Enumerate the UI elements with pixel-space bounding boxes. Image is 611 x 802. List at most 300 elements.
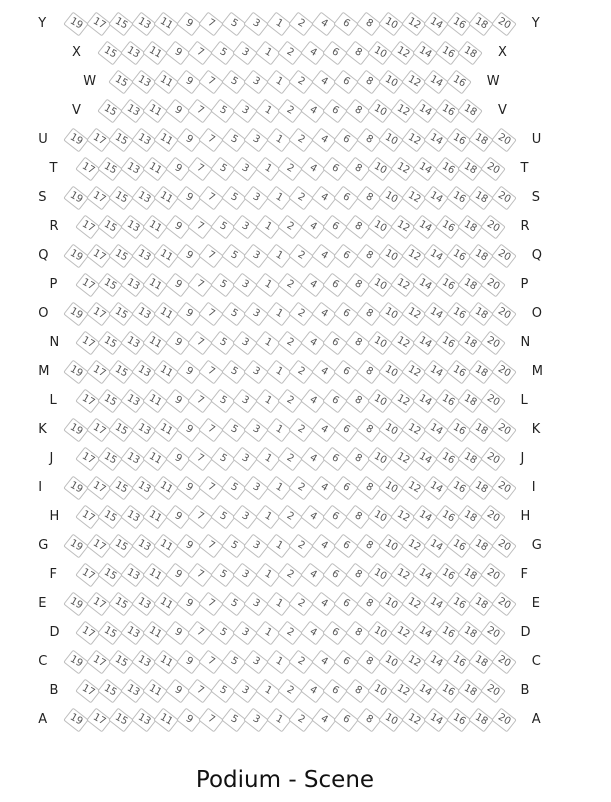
seat-B-12[interactable]	[390, 679, 416, 704]
seat-T-4[interactable]	[300, 157, 326, 182]
seat-L-13[interactable]	[120, 389, 146, 414]
seat-Y-10[interactable]	[378, 12, 404, 37]
seat-R-9[interactable]	[165, 215, 191, 240]
seat-R-10[interactable]	[367, 215, 393, 240]
seat-N-15[interactable]	[97, 331, 123, 356]
seat-I-14[interactable]	[423, 476, 449, 501]
seat-Q-15[interactable]	[108, 244, 134, 269]
seat-D-14[interactable]	[412, 621, 438, 646]
seat-O-18[interactable]	[468, 302, 494, 327]
seat-F-9[interactable]	[165, 563, 191, 588]
seat-R-17[interactable]	[75, 215, 101, 240]
seat-V-12[interactable]	[390, 99, 416, 124]
seat-G-10[interactable]	[378, 534, 404, 559]
seat-S-20[interactable]	[491, 186, 517, 211]
seat-X-15[interactable]	[97, 41, 123, 66]
seat-D-5[interactable]	[210, 621, 236, 646]
seat-H-15[interactable]	[97, 505, 123, 530]
seat-G-2[interactable]	[288, 534, 314, 559]
seat-A-2[interactable]	[288, 708, 314, 733]
seat-H-7[interactable]	[187, 505, 213, 530]
seat-W-6[interactable]	[333, 70, 359, 95]
seat-S-6[interactable]	[333, 186, 359, 211]
seat-B-5[interactable]	[210, 679, 236, 704]
seat-H-5[interactable]	[210, 505, 236, 530]
seat-B-13[interactable]	[120, 679, 146, 704]
seat-T-3[interactable]	[232, 157, 258, 182]
seat-T-16[interactable]	[435, 157, 461, 182]
seat-B-6[interactable]	[322, 679, 348, 704]
seat-F-12[interactable]	[390, 563, 416, 588]
seat-O-11[interactable]	[153, 302, 179, 327]
seat-R-4[interactable]	[300, 215, 326, 240]
seat-F-7[interactable]	[187, 563, 213, 588]
seat-F-13[interactable]	[120, 563, 146, 588]
seat-F-16[interactable]	[435, 563, 461, 588]
seat-L-1[interactable]	[255, 389, 281, 414]
seat-M-11[interactable]	[153, 360, 179, 385]
seat-Y-14[interactable]	[423, 12, 449, 37]
seat-J-7[interactable]	[187, 447, 213, 472]
seat-D-20[interactable]	[480, 621, 506, 646]
seat-J-5[interactable]	[210, 447, 236, 472]
seat-O-19[interactable]	[63, 302, 89, 327]
seat-G-7[interactable]	[198, 534, 224, 559]
seat-P-11[interactable]	[142, 273, 168, 298]
seat-B-7[interactable]	[187, 679, 213, 704]
seat-X-4[interactable]	[300, 41, 326, 66]
seat-T-10[interactable]	[367, 157, 393, 182]
seat-D-13[interactable]	[120, 621, 146, 646]
seat-M-2[interactable]	[288, 360, 314, 385]
seat-J-6[interactable]	[322, 447, 348, 472]
seat-B-20[interactable]	[480, 679, 506, 704]
seat-A-7[interactable]	[198, 708, 224, 733]
seat-D-12[interactable]	[390, 621, 416, 646]
seat-M-20[interactable]	[491, 360, 517, 385]
seat-S-15[interactable]	[108, 186, 134, 211]
seat-A-11[interactable]	[153, 708, 179, 733]
seat-V-18[interactable]	[457, 99, 483, 124]
seat-H-1[interactable]	[255, 505, 281, 530]
seat-I-20[interactable]	[491, 476, 517, 501]
seat-W-7[interactable]	[198, 70, 224, 95]
seat-S-18[interactable]	[468, 186, 494, 211]
seat-T-5[interactable]	[210, 157, 236, 182]
seat-L-14[interactable]	[412, 389, 438, 414]
seat-Y-11[interactable]	[153, 12, 179, 37]
seat-C-14[interactable]	[423, 650, 449, 675]
seat-Q-20[interactable]	[491, 244, 517, 269]
seat-N-5[interactable]	[210, 331, 236, 356]
seat-S-14[interactable]	[423, 186, 449, 211]
seat-I-7[interactable]	[198, 476, 224, 501]
seat-R-12[interactable]	[390, 215, 416, 240]
seat-E-2[interactable]	[288, 592, 314, 617]
seat-C-15[interactable]	[108, 650, 134, 675]
seat-T-1[interactable]	[255, 157, 281, 182]
seat-W-2[interactable]	[288, 70, 314, 95]
seat-N-11[interactable]	[142, 331, 168, 356]
seat-P-10[interactable]	[367, 273, 393, 298]
seat-J-16[interactable]	[435, 447, 461, 472]
seat-M-6[interactable]	[333, 360, 359, 385]
seat-O-2[interactable]	[288, 302, 314, 327]
seat-F-10[interactable]	[367, 563, 393, 588]
seat-A-19[interactable]	[63, 708, 89, 733]
seat-M-18[interactable]	[468, 360, 494, 385]
seat-P-1[interactable]	[255, 273, 281, 298]
seat-C-6[interactable]	[333, 650, 359, 675]
seat-F-20[interactable]	[480, 563, 506, 588]
seat-C-20[interactable]	[491, 650, 517, 675]
seat-U-6[interactable]	[333, 128, 359, 153]
seat-L-6[interactable]	[322, 389, 348, 414]
seat-V-15[interactable]	[97, 99, 123, 124]
seat-G-19[interactable]	[63, 534, 89, 559]
seat-D-8[interactable]	[345, 621, 371, 646]
seat-T-9[interactable]	[165, 157, 191, 182]
seat-T-18[interactable]	[457, 157, 483, 182]
seat-B-18[interactable]	[457, 679, 483, 704]
seat-O-15[interactable]	[108, 302, 134, 327]
seat-T-20[interactable]	[480, 157, 506, 182]
seat-T-13[interactable]	[120, 157, 146, 182]
seat-I-6[interactable]	[333, 476, 359, 501]
seat-S-11[interactable]	[153, 186, 179, 211]
seat-F-11[interactable]	[142, 563, 168, 588]
seat-K-11[interactable]	[153, 418, 179, 443]
seat-C-3[interactable]	[243, 650, 269, 675]
seat-X-18[interactable]	[457, 41, 483, 66]
seat-X-3[interactable]	[232, 41, 258, 66]
seat-J-15[interactable]	[97, 447, 123, 472]
seat-R-11[interactable]	[142, 215, 168, 240]
seat-G-3[interactable]	[243, 534, 269, 559]
seat-V-16[interactable]	[435, 99, 461, 124]
seat-S-3[interactable]	[243, 186, 269, 211]
seat-U-10[interactable]	[378, 128, 404, 153]
seat-N-17[interactable]	[75, 331, 101, 356]
seat-H-10[interactable]	[367, 505, 393, 530]
seat-U-20[interactable]	[491, 128, 517, 153]
seat-V-10[interactable]	[367, 99, 393, 124]
seat-J-12[interactable]	[390, 447, 416, 472]
seat-P-7[interactable]	[187, 273, 213, 298]
seat-L-4[interactable]	[300, 389, 326, 414]
seat-N-7[interactable]	[187, 331, 213, 356]
seat-D-3[interactable]	[232, 621, 258, 646]
seat-U-14[interactable]	[423, 128, 449, 153]
seat-B-2[interactable]	[277, 679, 303, 704]
seat-K-7[interactable]	[198, 418, 224, 443]
seat-P-3[interactable]	[232, 273, 258, 298]
seat-X-8[interactable]	[345, 41, 371, 66]
seat-R-7[interactable]	[187, 215, 213, 240]
seat-Y-18[interactable]	[468, 12, 494, 37]
seat-H-6[interactable]	[322, 505, 348, 530]
seat-N-12[interactable]	[390, 331, 416, 356]
seat-B-11[interactable]	[142, 679, 168, 704]
seat-C-2[interactable]	[288, 650, 314, 675]
seat-N-9[interactable]	[165, 331, 191, 356]
seat-G-6[interactable]	[333, 534, 359, 559]
seat-T-8[interactable]	[345, 157, 371, 182]
seat-X-14[interactable]	[412, 41, 438, 66]
seat-H-8[interactable]	[345, 505, 371, 530]
seat-D-7[interactable]	[187, 621, 213, 646]
seat-X-10[interactable]	[367, 41, 393, 66]
seat-G-11[interactable]	[153, 534, 179, 559]
seat-H-18[interactable]	[457, 505, 483, 530]
seat-B-9[interactable]	[165, 679, 191, 704]
seat-B-3[interactable]	[232, 679, 258, 704]
seat-X-12[interactable]	[390, 41, 416, 66]
seat-S-19[interactable]	[63, 186, 89, 211]
seat-L-2[interactable]	[277, 389, 303, 414]
seat-L-8[interactable]	[345, 389, 371, 414]
seat-L-7[interactable]	[187, 389, 213, 414]
seat-I-10[interactable]	[378, 476, 404, 501]
seat-P-6[interactable]	[322, 273, 348, 298]
seat-M-3[interactable]	[243, 360, 269, 385]
seat-S-2[interactable]	[288, 186, 314, 211]
seat-B-15[interactable]	[97, 679, 123, 704]
seat-Y-19[interactable]	[63, 12, 89, 37]
seat-P-4[interactable]	[300, 273, 326, 298]
seat-A-3[interactable]	[243, 708, 269, 733]
seat-B-17[interactable]	[75, 679, 101, 704]
seat-L-9[interactable]	[165, 389, 191, 414]
seat-X-7[interactable]	[187, 41, 213, 66]
seat-K-18[interactable]	[468, 418, 494, 443]
seat-C-11[interactable]	[153, 650, 179, 675]
seat-V-2[interactable]	[277, 99, 303, 124]
seat-M-15[interactable]	[108, 360, 134, 385]
seat-D-4[interactable]	[300, 621, 326, 646]
seat-N-20[interactable]	[480, 331, 506, 356]
seat-U-19[interactable]	[63, 128, 89, 153]
seat-A-18[interactable]	[468, 708, 494, 733]
seat-D-2[interactable]	[277, 621, 303, 646]
seat-B-8[interactable]	[345, 679, 371, 704]
seat-X-9[interactable]	[165, 41, 191, 66]
seat-A-10[interactable]	[378, 708, 404, 733]
seat-R-13[interactable]	[120, 215, 146, 240]
seat-N-1[interactable]	[255, 331, 281, 356]
seat-V-6[interactable]	[322, 99, 348, 124]
seat-K-14[interactable]	[423, 418, 449, 443]
seat-Q-7[interactable]	[198, 244, 224, 269]
seat-H-3[interactable]	[232, 505, 258, 530]
seat-N-8[interactable]	[345, 331, 371, 356]
seat-T-6[interactable]	[322, 157, 348, 182]
seat-D-1[interactable]	[255, 621, 281, 646]
seat-U-15[interactable]	[108, 128, 134, 153]
seat-B-1[interactable]	[255, 679, 281, 704]
seat-L-12[interactable]	[390, 389, 416, 414]
seat-K-15[interactable]	[108, 418, 134, 443]
seat-Y-2[interactable]	[288, 12, 314, 37]
seat-P-17[interactable]	[75, 273, 101, 298]
seat-M-19[interactable]	[63, 360, 89, 385]
seat-I-11[interactable]	[153, 476, 179, 501]
seat-Y-15[interactable]	[108, 12, 134, 37]
seat-V-5[interactable]	[210, 99, 236, 124]
seat-J-14[interactable]	[412, 447, 438, 472]
seat-T-15[interactable]	[97, 157, 123, 182]
seat-S-10[interactable]	[378, 186, 404, 211]
seat-G-20[interactable]	[491, 534, 517, 559]
seat-M-10[interactable]	[378, 360, 404, 385]
seat-R-6[interactable]	[322, 215, 348, 240]
seat-B-14[interactable]	[412, 679, 438, 704]
seat-L-18[interactable]	[457, 389, 483, 414]
seat-Q-19[interactable]	[63, 244, 89, 269]
seat-P-2[interactable]	[277, 273, 303, 298]
seat-O-7[interactable]	[198, 302, 224, 327]
seat-K-20[interactable]	[491, 418, 517, 443]
seat-O-6[interactable]	[333, 302, 359, 327]
seat-A-14[interactable]	[423, 708, 449, 733]
seat-D-16[interactable]	[435, 621, 461, 646]
seat-D-9[interactable]	[165, 621, 191, 646]
seat-U-11[interactable]	[153, 128, 179, 153]
seat-N-18[interactable]	[457, 331, 483, 356]
seat-R-2[interactable]	[277, 215, 303, 240]
seat-I-18[interactable]	[468, 476, 494, 501]
seat-X-5[interactable]	[210, 41, 236, 66]
seat-W-14[interactable]	[423, 70, 449, 95]
seat-F-4[interactable]	[300, 563, 326, 588]
seat-V-1[interactable]	[255, 99, 281, 124]
seat-N-3[interactable]	[232, 331, 258, 356]
seat-E-11[interactable]	[153, 592, 179, 617]
seat-H-11[interactable]	[142, 505, 168, 530]
seat-Q-18[interactable]	[468, 244, 494, 269]
seat-C-7[interactable]	[198, 650, 224, 675]
seat-F-3[interactable]	[232, 563, 258, 588]
seat-B-4[interactable]	[300, 679, 326, 704]
seat-E-18[interactable]	[468, 592, 494, 617]
seat-E-14[interactable]	[423, 592, 449, 617]
seat-O-3[interactable]	[243, 302, 269, 327]
seat-R-5[interactable]	[210, 215, 236, 240]
seat-I-15[interactable]	[108, 476, 134, 501]
seat-P-14[interactable]	[412, 273, 438, 298]
seat-F-17[interactable]	[75, 563, 101, 588]
seat-N-6[interactable]	[322, 331, 348, 356]
seat-D-6[interactable]	[322, 621, 348, 646]
seat-P-15[interactable]	[97, 273, 123, 298]
seat-N-13[interactable]	[120, 331, 146, 356]
seat-J-4[interactable]	[300, 447, 326, 472]
seat-I-19[interactable]	[63, 476, 89, 501]
seat-J-11[interactable]	[142, 447, 168, 472]
seat-L-10[interactable]	[367, 389, 393, 414]
seat-S-7[interactable]	[198, 186, 224, 211]
seat-V-8[interactable]	[345, 99, 371, 124]
seat-G-15[interactable]	[108, 534, 134, 559]
seat-P-9[interactable]	[165, 273, 191, 298]
seat-E-20[interactable]	[491, 592, 517, 617]
seat-V-4[interactable]	[300, 99, 326, 124]
seat-H-13[interactable]	[120, 505, 146, 530]
seat-K-2[interactable]	[288, 418, 314, 443]
seat-Y-7[interactable]	[198, 12, 224, 37]
seat-C-18[interactable]	[468, 650, 494, 675]
seat-Q-6[interactable]	[333, 244, 359, 269]
seat-V-9[interactable]	[165, 99, 191, 124]
seat-W-11[interactable]	[153, 70, 179, 95]
seat-W-10[interactable]	[378, 70, 404, 95]
seat-Q-10[interactable]	[378, 244, 404, 269]
seat-E-19[interactable]	[63, 592, 89, 617]
seat-H-2[interactable]	[277, 505, 303, 530]
seat-H-9[interactable]	[165, 505, 191, 530]
seat-H-12[interactable]	[390, 505, 416, 530]
seat-Y-20[interactable]	[491, 12, 517, 37]
seat-D-15[interactable]	[97, 621, 123, 646]
seat-R-16[interactable]	[435, 215, 461, 240]
seat-Q-3[interactable]	[243, 244, 269, 269]
seat-V-14[interactable]	[412, 99, 438, 124]
seat-Q-11[interactable]	[153, 244, 179, 269]
seat-J-9[interactable]	[165, 447, 191, 472]
seat-P-20[interactable]	[480, 273, 506, 298]
seat-A-6[interactable]	[333, 708, 359, 733]
seat-R-8[interactable]	[345, 215, 371, 240]
seat-R-20[interactable]	[480, 215, 506, 240]
seat-L-15[interactable]	[97, 389, 123, 414]
seat-F-8[interactable]	[345, 563, 371, 588]
seat-H-16[interactable]	[435, 505, 461, 530]
seat-V-3[interactable]	[232, 99, 258, 124]
seat-B-10[interactable]	[367, 679, 393, 704]
seat-X-16[interactable]	[435, 41, 461, 66]
seat-F-6[interactable]	[322, 563, 348, 588]
seat-L-3[interactable]	[232, 389, 258, 414]
seat-M-7[interactable]	[198, 360, 224, 385]
seat-W-16[interactable]	[446, 70, 472, 95]
seat-Q-2[interactable]	[288, 244, 314, 269]
seat-L-16[interactable]	[435, 389, 461, 414]
seat-J-10[interactable]	[367, 447, 393, 472]
seat-P-13[interactable]	[120, 273, 146, 298]
seat-J-18[interactable]	[457, 447, 483, 472]
seat-F-2[interactable]	[277, 563, 303, 588]
seat-O-14[interactable]	[423, 302, 449, 327]
seat-Q-14[interactable]	[423, 244, 449, 269]
seat-X-2[interactable]	[277, 41, 303, 66]
seat-L-17[interactable]	[75, 389, 101, 414]
seat-T-17[interactable]	[75, 157, 101, 182]
seat-H-14[interactable]	[412, 505, 438, 530]
seat-N-16[interactable]	[435, 331, 461, 356]
seat-L-20[interactable]	[480, 389, 506, 414]
seat-D-18[interactable]	[457, 621, 483, 646]
seat-E-10[interactable]	[378, 592, 404, 617]
seat-K-6[interactable]	[333, 418, 359, 443]
seat-J-20[interactable]	[480, 447, 506, 472]
seat-P-12[interactable]	[390, 273, 416, 298]
seat-V-7[interactable]	[187, 99, 213, 124]
seat-I-3[interactable]	[243, 476, 269, 501]
seat-H-20[interactable]	[480, 505, 506, 530]
seat-N-14[interactable]	[412, 331, 438, 356]
seat-I-2[interactable]	[288, 476, 314, 501]
seat-T-2[interactable]	[277, 157, 303, 182]
